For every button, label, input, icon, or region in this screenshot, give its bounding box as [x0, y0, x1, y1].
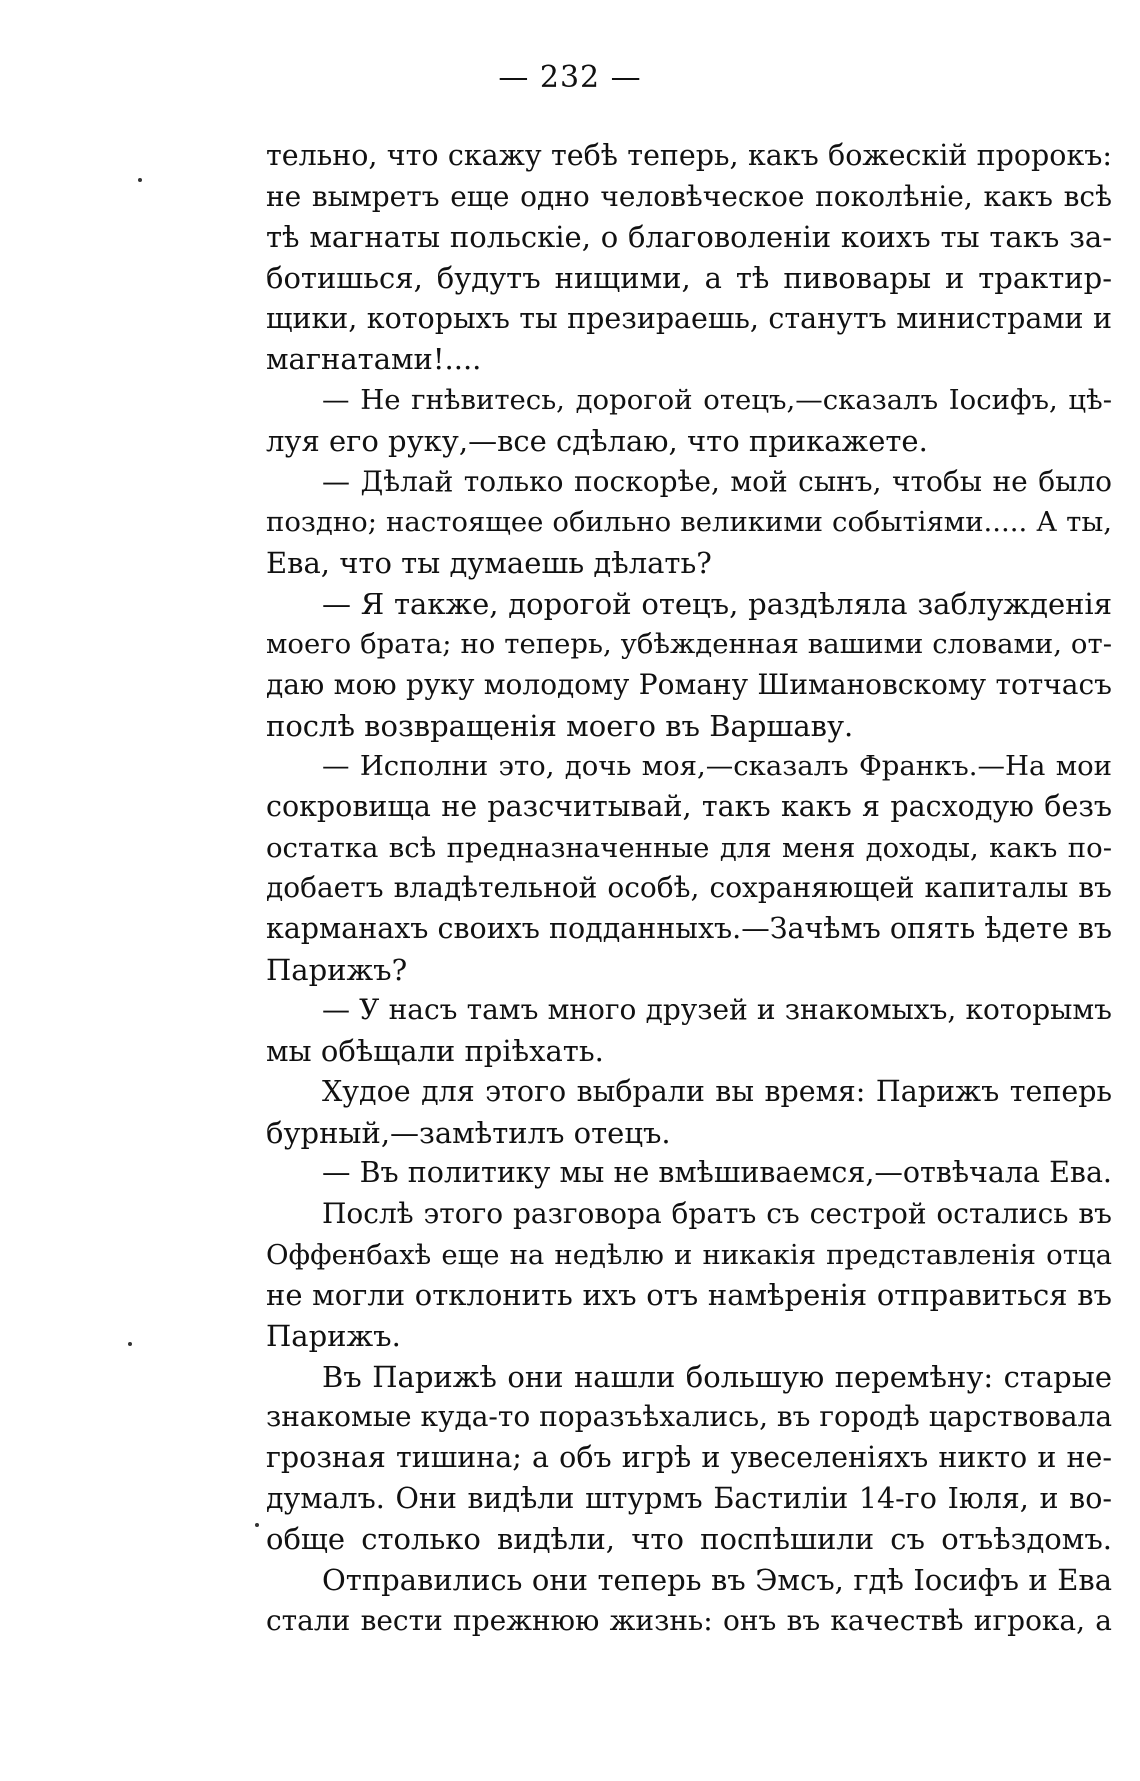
body-text	[266, 136, 1112, 1641]
text-line: Послѣ этого разговора братъ съ сестрой остались въ	[322, 1196, 1112, 1230]
text-line: обще столько видѣли, что поспѣшили съ отъѣздомъ.	[266, 1522, 1112, 1557]
text-line: грозная тишина; а объ игрѣ и увеселеніяхъ никто и не-	[266, 1441, 1112, 1474]
scan-speck	[138, 178, 142, 182]
text-line: Парижъ.	[266, 1318, 401, 1353]
text-line: моего брата; но теперь, убѣжденная вашими словами, от-	[266, 628, 1112, 661]
page-number: — 232 —	[498, 60, 642, 95]
text-line: ботишься, будутъ нищими, а тѣ пивовары и трактир-	[266, 261, 1112, 296]
text-line: добаетъ владѣтельной особѣ, сохраняющей капиталы въ	[266, 871, 1112, 905]
text-line: даю мою руку молодому Роману Шимановскому тотчасъ	[266, 667, 1112, 701]
text-line: — У насъ тамъ много друзей и знакомыхъ, которымъ	[322, 993, 1112, 1027]
text-line: тельно, что скажу тебѣ теперь, какъ божескій пророкъ:	[266, 139, 1112, 172]
text-line: Въ Парижѣ они нашли большую перемѣну: старые	[322, 1359, 1112, 1394]
text-line: послѣ возвращенія моего въ Варшаву.	[266, 708, 854, 743]
text-line: не могли отклонить ихъ отъ намѣренія отправиться въ	[266, 1278, 1112, 1313]
text-line: луя его руку,—все сдѣлаю, что прикажете.	[266, 423, 928, 458]
text-line: — Дѣлай только поскорѣе, мой сынъ, чтобы не было	[322, 464, 1112, 498]
text-line: Отправились они теперь въ Эмсъ, гдѣ Іосифъ и Ева	[322, 1563, 1112, 1598]
text-line: не вымретъ еще одно человѣческое поколѣніе, какъ всѣ	[266, 179, 1112, 213]
text-line: карманахъ своихъ подданныхъ.—Зачѣмъ опять ѣдете въ	[266, 912, 1112, 946]
text-line: мы обѣщали пріѣхать.	[266, 1034, 604, 1069]
text-line: — Не гнѣвитесь, дорогой отецъ,—сказалъ Іосифъ, цѣ-	[322, 384, 1112, 417]
text-line: стали вести прежнюю жизнь: онъ въ качествѣ игрока, а	[266, 1603, 1112, 1637]
text-line: знакомые куда-то поразъѣхались, въ городѣ царствовала	[266, 1400, 1113, 1434]
scan-speck	[128, 1342, 132, 1346]
text-line: Ева, что ты думаешь дѣлать?	[266, 545, 712, 580]
text-line: магнатами!....	[266, 342, 482, 377]
text-line: — Я также, дорогой отецъ, раздѣляла заблужденія	[322, 586, 1112, 621]
text-line: сокровища не разсчитывай, такъ какъ я расходую безъ	[266, 790, 1112, 823]
text-line: тѣ магнаты польскіе, о благоволеніи коихъ ты такъ за-	[266, 220, 1112, 255]
text-line: поздно; настоящее обильно великими событіями..... А ты,	[266, 506, 1112, 539]
text-line: остатка всѣ предназначенные для меня доходы, какъ по-	[266, 831, 1112, 864]
text-line: Парижъ?	[266, 952, 408, 987]
text-line: — Исполни это, дочь моя,—сказалъ Франкъ.—На мои	[322, 750, 1112, 783]
text-line: Оффенбахѣ еще на недѣлю и никакія представленія отца	[266, 1238, 1112, 1271]
text-line: — Въ политику мы не вмѣшиваемся,—отвѣчала Ева.	[322, 1156, 1112, 1190]
text-line: щики, которыхъ ты презираешь, станутъ министрами и	[266, 301, 1112, 335]
text-line: бурный,—замѣтилъ отецъ.	[266, 1115, 671, 1150]
scan-speck	[255, 1523, 259, 1527]
text-line: думалъ. Они видѣли штурмъ Бастиліи 14-го Іюля, и во-	[266, 1481, 1112, 1515]
text-line: Худое для этого выбрали вы время: Парижъ теперь	[322, 1074, 1112, 1108]
